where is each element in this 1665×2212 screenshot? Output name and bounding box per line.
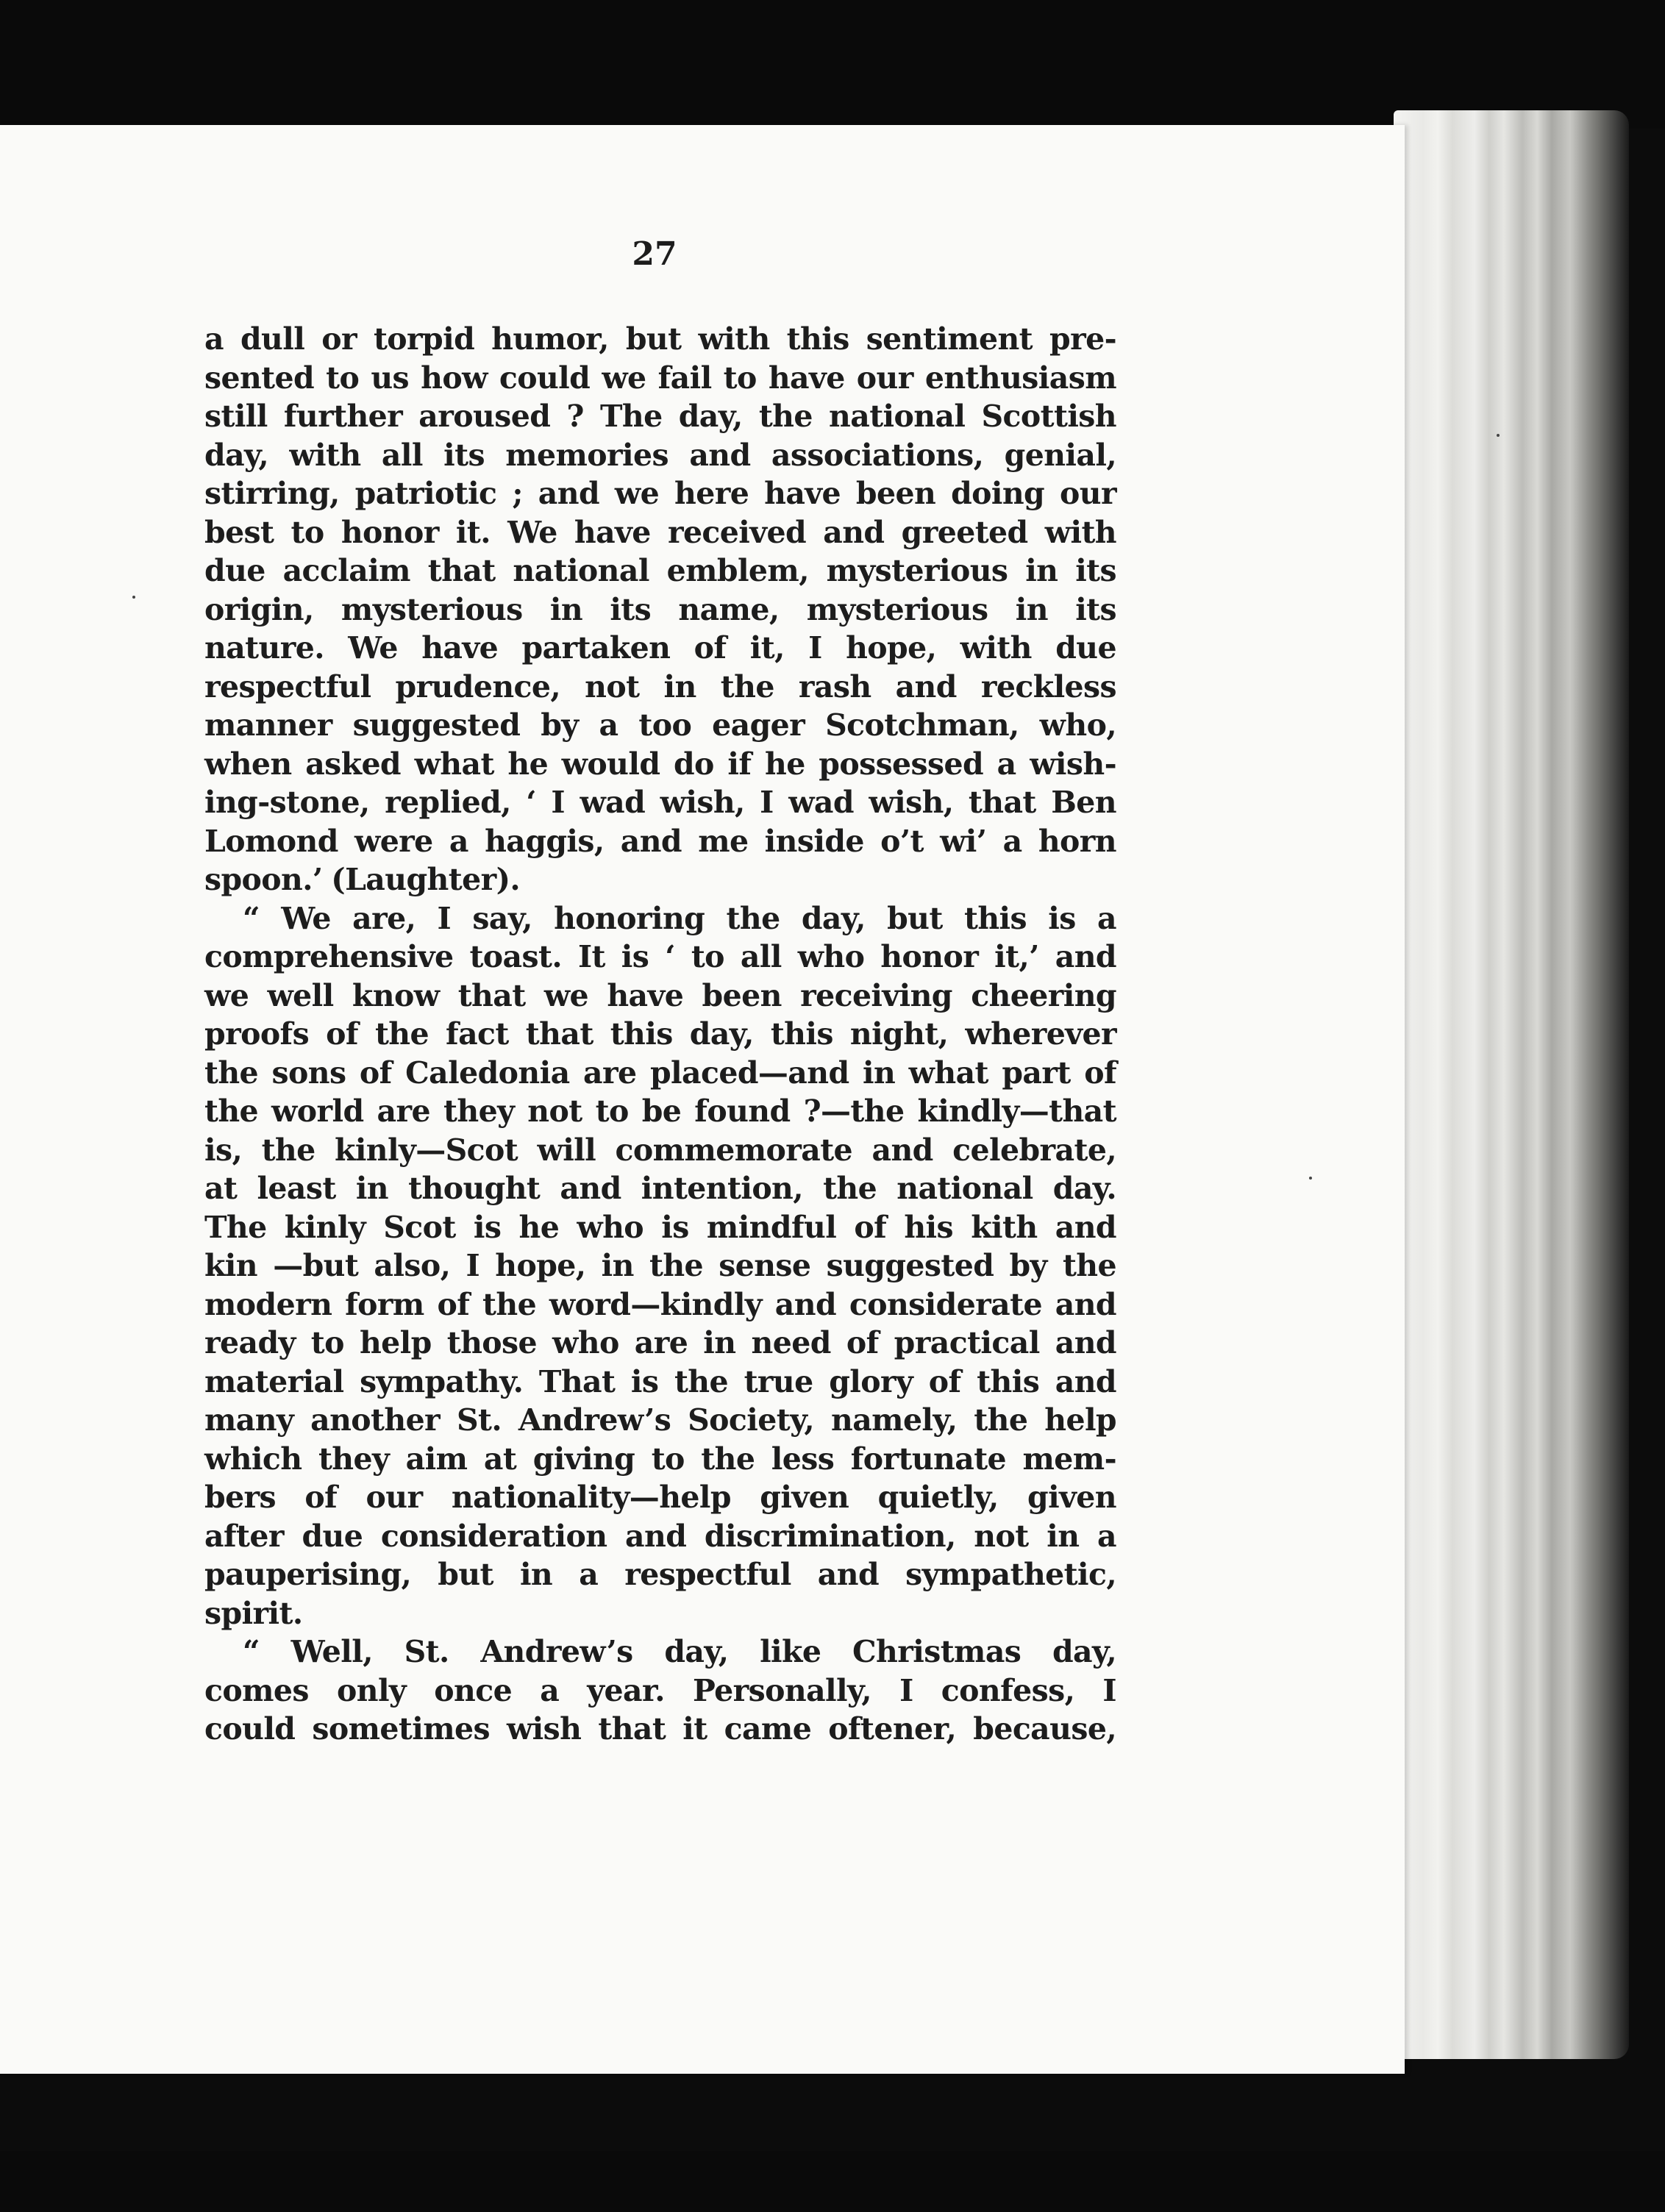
scan-border-bottom xyxy=(0,2151,1665,2212)
book-page xyxy=(0,125,1405,2074)
text-line: many another St. Andrew’s Society, namely, the help xyxy=(204,1402,1116,1438)
text-line: The kinly Scot is he who is mindful of his kith and xyxy=(204,1209,1116,1245)
text-line: sented to us how could we fail to have our enthusiasm xyxy=(204,360,1116,396)
text-line: ing-stone, replied, ‘ I wad wish, I wad wish, that Ben xyxy=(204,785,1116,820)
text-line: could sometimes wish that it came oftener, because, xyxy=(204,1711,1116,1747)
text-line: stirring, patriotic ; and we here have been doing our xyxy=(204,476,1116,511)
text-line: the sons of Caledonia are placed—and in what part of xyxy=(204,1055,1116,1091)
text-line: “ We are, I say, honoring the day, but this is a xyxy=(243,900,1116,936)
text-line: ready to help those who are in need of practical and xyxy=(204,1325,1116,1360)
text-line: modern form of the word—kindly and considerate and xyxy=(204,1286,1116,1322)
text-line: still further aroused ? The day, the national Scottish xyxy=(204,399,1116,434)
text-line: which they aim at giving to the less fortunate mem- xyxy=(204,1441,1116,1477)
text-line: at least in thought and intention, the national day. xyxy=(204,1171,1116,1206)
text-line: comes only once a year. Personally, I confess, I xyxy=(204,1672,1116,1708)
text-line: is, the kinly—Scot will commemorate and celebrate, xyxy=(204,1132,1116,1168)
text-line: respectful prudence, not in the rash and reckless xyxy=(204,668,1116,704)
scan-border-top xyxy=(0,0,1665,129)
text-line: comprehensive toast. It is ‘ to all who honor it,’ and xyxy=(204,939,1116,974)
text-line: origin, mysterious in its name, mysterious in its xyxy=(204,591,1116,627)
text-line: bers of our nationality—help given quietly, given xyxy=(204,1480,1116,1515)
text-line: manner suggested by a too eager Scotchman, who, xyxy=(204,707,1116,743)
scan-speck xyxy=(132,596,135,599)
scan-speck xyxy=(1309,1177,1312,1180)
text-line: spoon.’ (Laughter). xyxy=(204,862,521,897)
text-line: when asked what he would do if he possessed a wish- xyxy=(204,746,1116,782)
text-line: best to honor it. We have received and greeted with xyxy=(204,514,1116,550)
text-line: material sympathy. That is the true glory of this and xyxy=(204,1363,1116,1399)
text-line: we well know that we have been receiving cheering xyxy=(204,977,1116,1013)
text-line: proofs of the fact that this day, this night, wherever xyxy=(204,1016,1116,1052)
text-line: nature. We have partaken of it, I hope, with due xyxy=(204,630,1116,666)
scan-speck xyxy=(1497,434,1500,437)
text-line: kin —but also, I hope, in the sense suggested by the xyxy=(204,1248,1116,1283)
text-line: day, with all its memories and associations, genial, xyxy=(204,437,1116,473)
text-line: Lomond were a haggis, and me inside o’t wi’ a horn xyxy=(204,823,1116,859)
text-line: pauperising, but in a respectful and sympathetic, xyxy=(204,1557,1116,1592)
text-line: the world are they not to be found ?—the kindly—that xyxy=(204,1093,1116,1129)
book-page-edges xyxy=(1394,110,1629,2059)
text-line: due acclaim that national emblem, mysterious in its xyxy=(204,553,1116,588)
page-number: 27 xyxy=(632,235,677,273)
text-line: after due consideration and discrimination, not in a xyxy=(204,1518,1116,1554)
page-body-text xyxy=(204,320,1116,1749)
text-line: a dull or torpid humor, but with this sentiment pre- xyxy=(204,321,1116,357)
text-line: spirit. xyxy=(204,1595,303,1631)
text-line: “ Well, St. Andrew’s day, like Christmas day, xyxy=(243,1634,1116,1669)
